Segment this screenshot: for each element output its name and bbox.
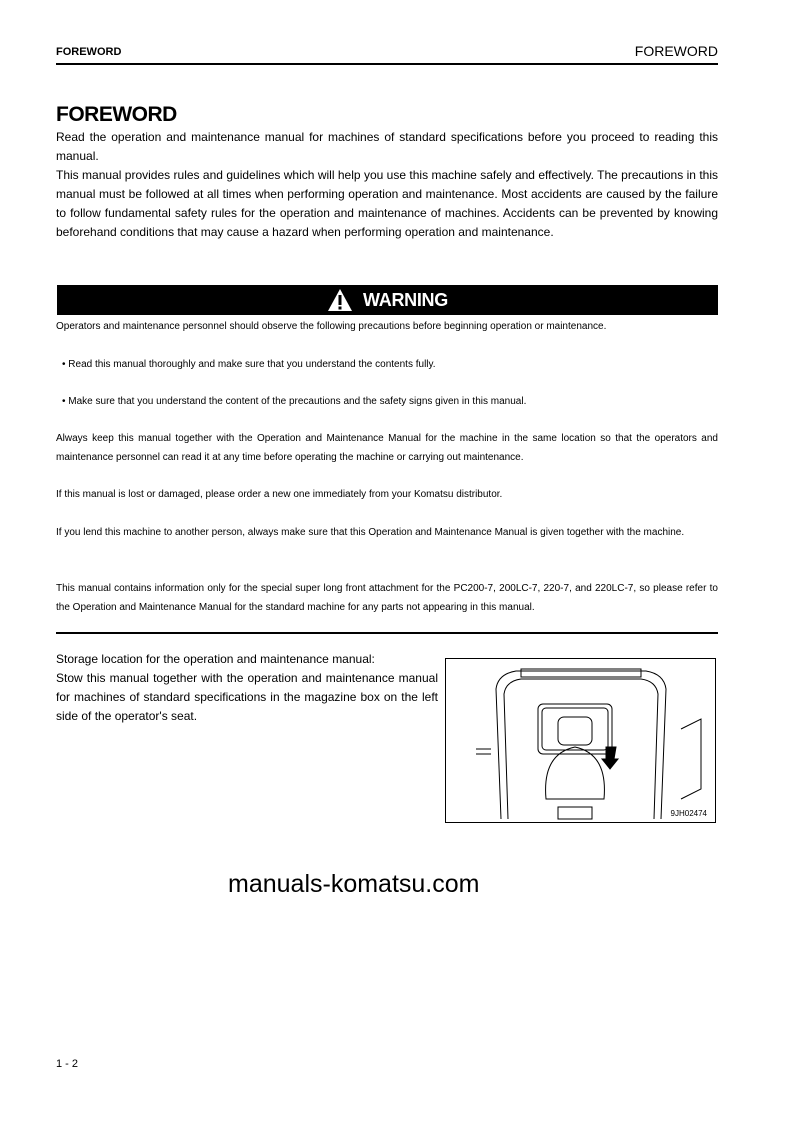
intro-paragraph-1: Read the operation and maintenance manual for machines of standard specifications before you proceed to reading this manual. bbox=[56, 130, 718, 163]
warning-banner bbox=[57, 285, 718, 315]
warning-lead: Operators and maintenance personnel should observe the following precautions before beginning operation or maintenance. bbox=[56, 321, 607, 332]
storage-description bbox=[56, 650, 438, 726]
warning-paragraph-lend: If you lend this machine to another person, always make sure that this Operation and Maintenance Manual is given together with the machine. bbox=[56, 527, 685, 538]
storage-heading: Storage location for the operation and maintenance manual: bbox=[56, 652, 375, 666]
warning-triangle-icon bbox=[327, 288, 353, 312]
page-number: 1 - 2 bbox=[56, 1058, 79, 1070]
page-title: FOREWORD bbox=[56, 103, 177, 126]
section-divider bbox=[56, 632, 718, 634]
warning-bullet-1: • Read this manual thoroughly and make sure that you understand the contents fully. bbox=[62, 359, 436, 370]
header-section-right: FOREWORD bbox=[634, 43, 718, 59]
intro-paragraph-2: This manual provides rules and guidelines which will help you use this machine safely and effectively. The precautions in this manual must be followed at all times when performing operation and maintenance. Most accidents are caused by the failure to follow fundamental safety rules for the operation and maintenance of machines. Accidents can be prevented by knowing beforehand conditions that may cause a hazard when performing operation and maintenance. bbox=[56, 168, 718, 239]
warning-label: WARNING bbox=[363, 289, 448, 310]
operator-cab-figure bbox=[445, 658, 716, 823]
operator-seat-illustration bbox=[446, 659, 715, 822]
bullet-text: Make sure that you understand the content of the precautions and the safety signs given in this manual. bbox=[68, 396, 527, 407]
warning-bullet-2: • Make sure that you understand the content of the precautions and the safety signs given in this manual. bbox=[62, 396, 527, 407]
bullet-text: Read this manual thoroughly and make sure that you understand the contents fully. bbox=[68, 359, 436, 370]
warning-paragraph-scope: This manual contains information only for the special super long front attachment for the PC200-7, 200LC-7, 220-7, and 220LC-7, so please refer to the Operation and Maintenance Manual for the standard machine for any parts not appearing in this manual. bbox=[56, 583, 718, 613]
watermark: manuals-komatsu.com bbox=[228, 870, 480, 898]
header-divider bbox=[56, 63, 718, 65]
warning-paragraph-keep: Always keep this manual together with the Operation and Maintenance Manual for the machine in the same location so that the operators and maintenance personnel can read it at any time before operating the machine or carrying out maintenance. bbox=[56, 433, 718, 463]
warning-paragraph-lost: If this manual is lost or damaged, please order a new one immediately from your Komatsu distributor. bbox=[56, 489, 503, 500]
header-section-left: FOREWORD bbox=[56, 46, 122, 58]
storage-text: Stow this manual together with the operation and maintenance manual for machines of standard specifications in the magazine box on the left side of the operator's seat. bbox=[56, 671, 438, 723]
figure-code: 9JH02474 bbox=[670, 809, 707, 818]
